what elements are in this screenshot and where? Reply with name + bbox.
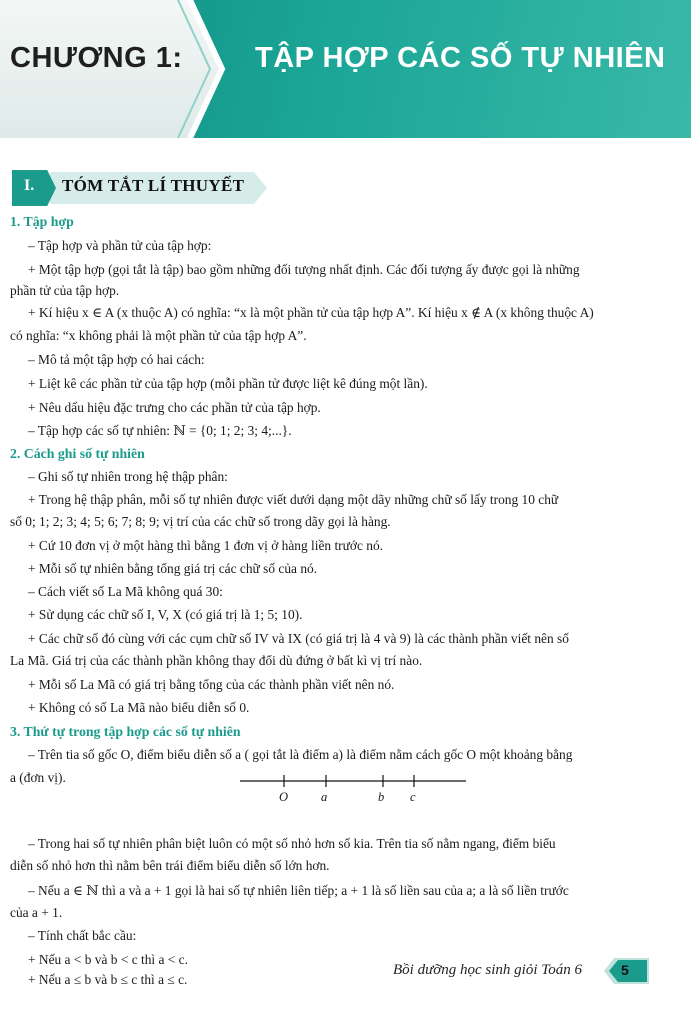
book-title-footer: Bồi dưỡng học sinh giỏi Toán 6 — [393, 962, 582, 978]
section-title: TÓM TẮT LÍ THUYẾT — [62, 176, 245, 195]
text-line: – Trên tia số gốc O, điểm biểu diễn số a ( gọi tắt là điểm a) là điểm nằm cách gốc O một khoảng bằng — [28, 747, 573, 762]
number-line-label-o: O — [279, 790, 289, 804]
text-line: + Nếu a < b và b < c thì a < c. — [28, 952, 188, 967]
text-line: + Trong hệ thập phân, mỗi số tự nhiên được viết dưới dạng một dãy những chữ số lấy trong 10 chữ — [28, 492, 559, 507]
number-line — [240, 768, 468, 808]
text-line: + Sử dụng các chữ số I, V, X (có giá trị là 1; 5; 10). — [28, 607, 303, 622]
section-number: I. — [24, 177, 35, 194]
text-line: + Nếu a ≤ b và b ≤ c thì a ≤ c. — [28, 972, 188, 987]
text-line: + Không có số La Mã nào biểu diễn số 0. — [28, 700, 250, 715]
text-line: + Cứ 10 đơn vị ở một hàng thì bằng 1 đơn vị ở hàng liền trước nó. — [28, 538, 384, 553]
text-line: phần tử của tập hợp. — [10, 283, 120, 298]
text-line: + Nêu dấu hiệu đặc trưng cho các phần tử của tập hợp. — [28, 400, 321, 415]
number-line-label-a: a — [321, 790, 328, 804]
text-line: số 0; 1; 2; 3; 4; 5; 6; 7; 8; 9; vị trí của các chữ số trong dãy gọi là hàng. — [10, 514, 391, 529]
text-line: – Tập hợp và phần tử của tập hợp: — [28, 238, 212, 253]
chapter-banner — [0, 0, 691, 138]
number-line-label-b: b — [378, 790, 385, 804]
text-line: của a + 1. — [10, 905, 63, 920]
text-line: + Mỗi số tự nhiên bằng tổng giá trị các chữ số của nó. — [28, 561, 318, 576]
text-line: + Các chữ số đó cùng với các cụm chữ số IV và IX (có giá trị là 4 và 9) là các thành phần viết nên số — [28, 631, 569, 646]
chapter-label: CHƯƠNG 1: — [10, 42, 183, 74]
subsection-heading: 1. Tập hợp — [10, 214, 74, 229]
text-line: – Nếu a ∈ ℕ thì a và a + 1 gọi là hai số tự nhiên liên tiếp; a + 1 là số liền sau của a; a là số liền trước — [28, 883, 569, 898]
chapter-title: TẬP HỢP CÁC SỐ TỰ NHIÊN — [255, 42, 666, 74]
text-line: – Mô tả một tập hợp có hai cách: — [28, 352, 205, 367]
text-line: + Liệt kê các phần tử của tập hợp (mỗi phần tử được liệt kê đúng một lần). — [28, 376, 428, 391]
section-heading — [12, 170, 267, 206]
text-line: – Ghi số tự nhiên trong hệ thập phân: — [28, 469, 228, 484]
subsection-heading: 2. Cách ghi số tự nhiên — [10, 446, 145, 461]
text-line: + Kí hiệu x ∈ A (x thuộc A) có nghĩa: “x là một phần tử của tập hợp A”. Kí hiệu x ∉ A (x không thuộc A) — [28, 305, 594, 320]
number-line-label-c: c — [410, 790, 416, 804]
subsection-heading: 3. Thứ tự trong tập hợp các số tự nhiên — [10, 724, 241, 739]
text-line: + Một tập hợp (gọi tắt là tập) bao gồm những đối tượng nhất định. Các đối tượng ấy được gọi là những — [28, 262, 580, 277]
number-line-axis — [240, 768, 468, 808]
text-line: – Tập hợp các số tự nhiên: ℕ = {0; 1; 2; 3; 4;...}. — [28, 423, 292, 438]
text-line: La Mã. Giá trị của các thành phần không thay đổi dù đứng ở bất kì vị trí nào. — [10, 653, 423, 668]
text-line: + Mỗi số La Mã có giá trị bằng tổng của các thành phần viết nên nó. — [28, 677, 395, 692]
text-line: có nghĩa: “x không phải là một phần tử của tập hợp A”. — [10, 328, 307, 343]
page-number: 5 — [621, 962, 629, 978]
text-line: – Cách viết số La Mã không quá 30: — [28, 584, 223, 599]
text-line: a (đơn vị). — [10, 770, 66, 785]
text-line: – Trong hai số tự nhiên phân biệt luôn có một số nhỏ hơn số kia. Trên tia số nằm ngang, điểm biểu — [28, 836, 556, 851]
text-line: – Tính chất bắc cầu: — [28, 928, 137, 943]
text-line: diễn số nhỏ hơn thì nằm bên trái điểm biểu diễn số lớn hơn. — [10, 858, 330, 873]
